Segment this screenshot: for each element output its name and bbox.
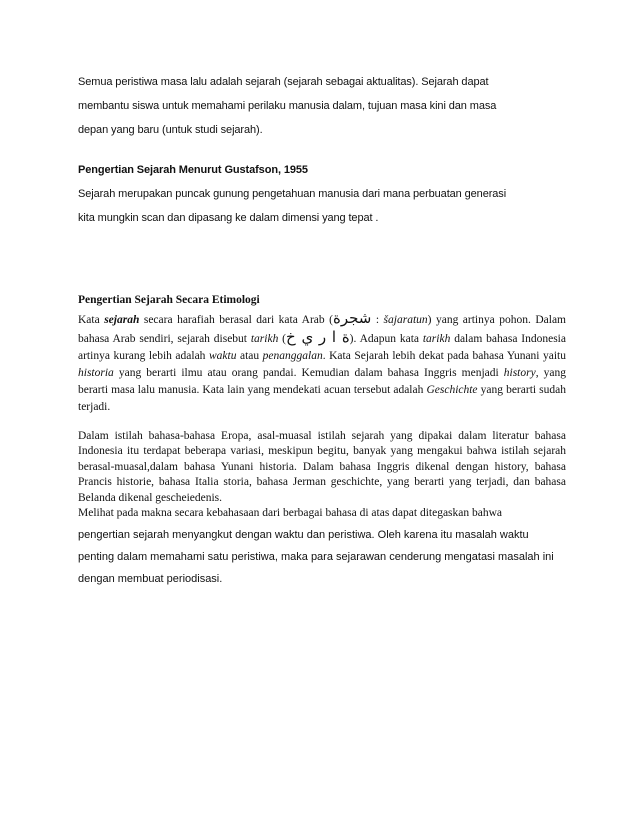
- term-history: history: [503, 366, 536, 379]
- term-sajaratun: šajaratun: [383, 313, 428, 326]
- etimologi-paragraph-2: Dalam istilah bahasa-bahasa Eropa, asal-muasal istilah sejarah yang dipakai dalam literatur bahasa Indonesia itu terdapat beberapa variasi, meskipun begitu, banyak yang mengakui bahwa istilah sejarah berasal-muasal,dalam bahasa Yunani historia. Dalam bahasa Inggris dikenal dengan history, bahasa Prancis historie, bahasa Italia storia, bahasa Jerman geschichte, yang berarti yang terjadi, dan bahasa Belanda dikenal gescheiedenis.: [78, 429, 566, 504]
- etimologi-paragraph-3-first-line: Melihat pada makna secara kebahasaan dari berbagai bahasa di atas dapat ditegaskan bahwa: [78, 507, 503, 519]
- intro-line: membantu siswa untuk memahami perilaku manusia dalam, tujuan masa kini dan masa: [78, 100, 497, 112]
- arabic-tarikh: ة ا ر ي خ: [286, 327, 350, 346]
- term-sejarah: sejarah: [104, 313, 140, 326]
- term-tarikh: tarikh: [250, 332, 279, 345]
- etimologi-paragraph-1: Kata sejarah secara harafiah berasal dari kata Arab (شجرة : šajaratun) yang artinya pohon. Dalam bahasa Arab sendiri, sejarah disebut tarikh (ة ا ر ي خ). Adapun kata tarikh dalam bahasa Indonesia artinya kurang lebih adalah waktu atau penanggalan. Kata Sejarah lebih dekat pada bahasa Yunani yaitu historia yang berarti ilmu atau orang pandai. Kemudian dalam bahasa Inggris menjadi history, yang berarti masa lalu manusia. Kata lain yang mendekati acuan tersebut adalah Geschichte yang berarti sudah terjadi.: [78, 308, 567, 413]
- arabic-syajarah: شجرة: [332, 308, 372, 327]
- etimologi-paragraph-3: [78, 524, 566, 590]
- intro-line: Semua peristiwa masa lalu adalah sejarah (sejarah sebagai aktualitas). Sejarah dapat: [78, 76, 489, 88]
- document-page: [78, 70, 566, 590]
- gustafson-section: [78, 158, 566, 230]
- term-waktu: waktu: [208, 349, 237, 362]
- intro-paragraph: [78, 70, 566, 142]
- gustafson-heading: Pengertian Sejarah Menurut Gustafson, 1955: [78, 164, 308, 176]
- term-geschichte: Geschichte: [426, 383, 478, 396]
- etimologi-heading: Pengertian Sejarah Secara Etimologi: [78, 294, 260, 306]
- term-tarikh: tarikh: [422, 332, 451, 345]
- intro-line: depan yang baru (untuk studi sejarah).: [78, 124, 263, 136]
- paragraph-line: pengertian sejarah menyangkut dengan waktu dan peristiwa. Oleh karena itu masalah waktu: [78, 528, 529, 541]
- term-penanggalan: penanggalan: [262, 349, 323, 362]
- etimologi-section: [78, 293, 566, 522]
- gustafson-line: Sejarah merupakan puncak gunung pengetahuan manusia dari mana perbuatan generasi: [78, 188, 507, 200]
- paragraph-line: dengan membuat periodisasi.: [78, 572, 223, 585]
- paragraph-line: penting dalam memahami satu peristiwa, maka para sejarawan cenderung mengatasi masalah ini: [78, 550, 554, 563]
- gustafson-line: kita mungkin scan dan dipasang ke dalam dimensi yang tepat .: [78, 212, 379, 224]
- term-historia: historia: [78, 366, 114, 379]
